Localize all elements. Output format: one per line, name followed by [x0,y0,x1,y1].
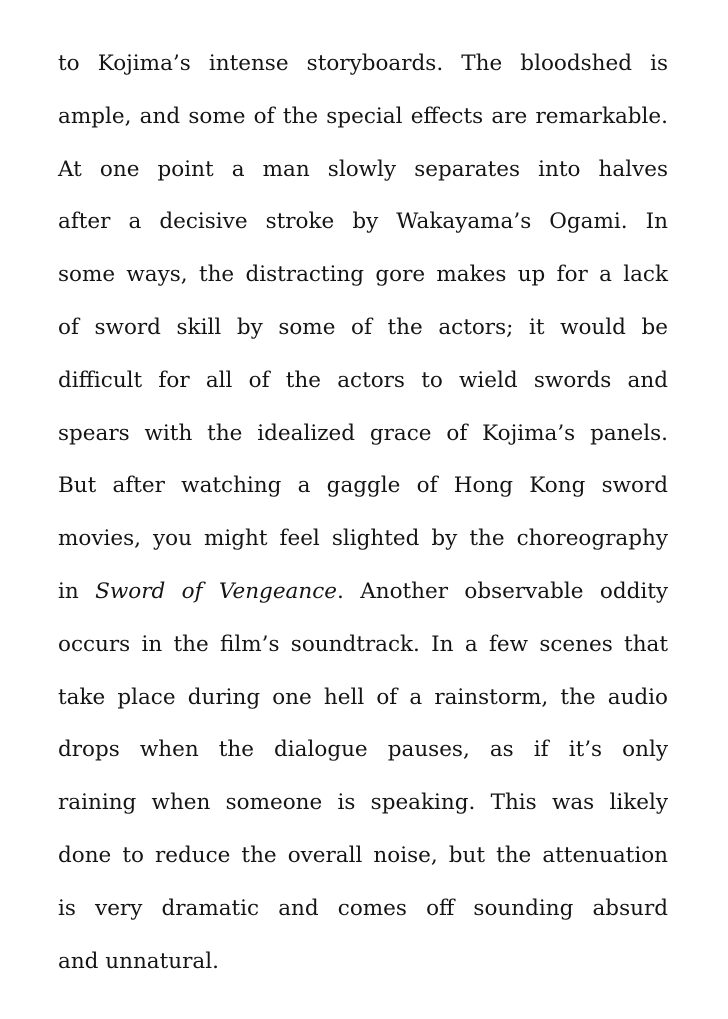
text-line: ample, and some of the special effects are remarkable. [58,103,668,129]
body-paragraph [58,38,668,988]
text-line: take place during one hell of a rainstorm, the audio [58,684,668,710]
text-line: But after watching a gaggle of Hong Kong sword [58,473,668,499]
text-line: is very dramatic and comes off sounding absurd [58,895,668,921]
text-line-with-film-title [58,566,668,619]
film-title: Sword of Vengeance [95,578,337,604]
text-line: and unnatural. [58,948,219,974]
text-line: At one point a man slowly separates into halves [58,156,668,182]
text-line: occurs in the film’s soundtrack. In a few scenes that [58,631,668,657]
text-line: after a decisive stroke by Wakayama’s Ogami. In [58,209,668,235]
text-line: spears with the idealized grace of Kojima’s panels. [58,420,668,446]
text-line: difficult for all of the actors to wield swords and [58,367,668,393]
text-fragment: in [58,578,96,604]
text-line: done to reduce the overall noise, but the attenuation [58,842,668,868]
text-line: movies, you might feel slighted by the choreography [58,526,668,552]
text-line: drops when the dialogue pauses, as if it’s only [58,737,668,763]
text-line: of sword skill by some of the actors; it would be [58,314,668,340]
text-line: some ways, the distracting gore makes up for a lack [58,262,668,288]
text-line: to Kojima’s intense storyboards. The bloodshed is [58,51,668,76]
text-fragment: . Another observable oddity [336,578,669,604]
text-line: raining when someone is speaking. This was likely [58,790,668,816]
